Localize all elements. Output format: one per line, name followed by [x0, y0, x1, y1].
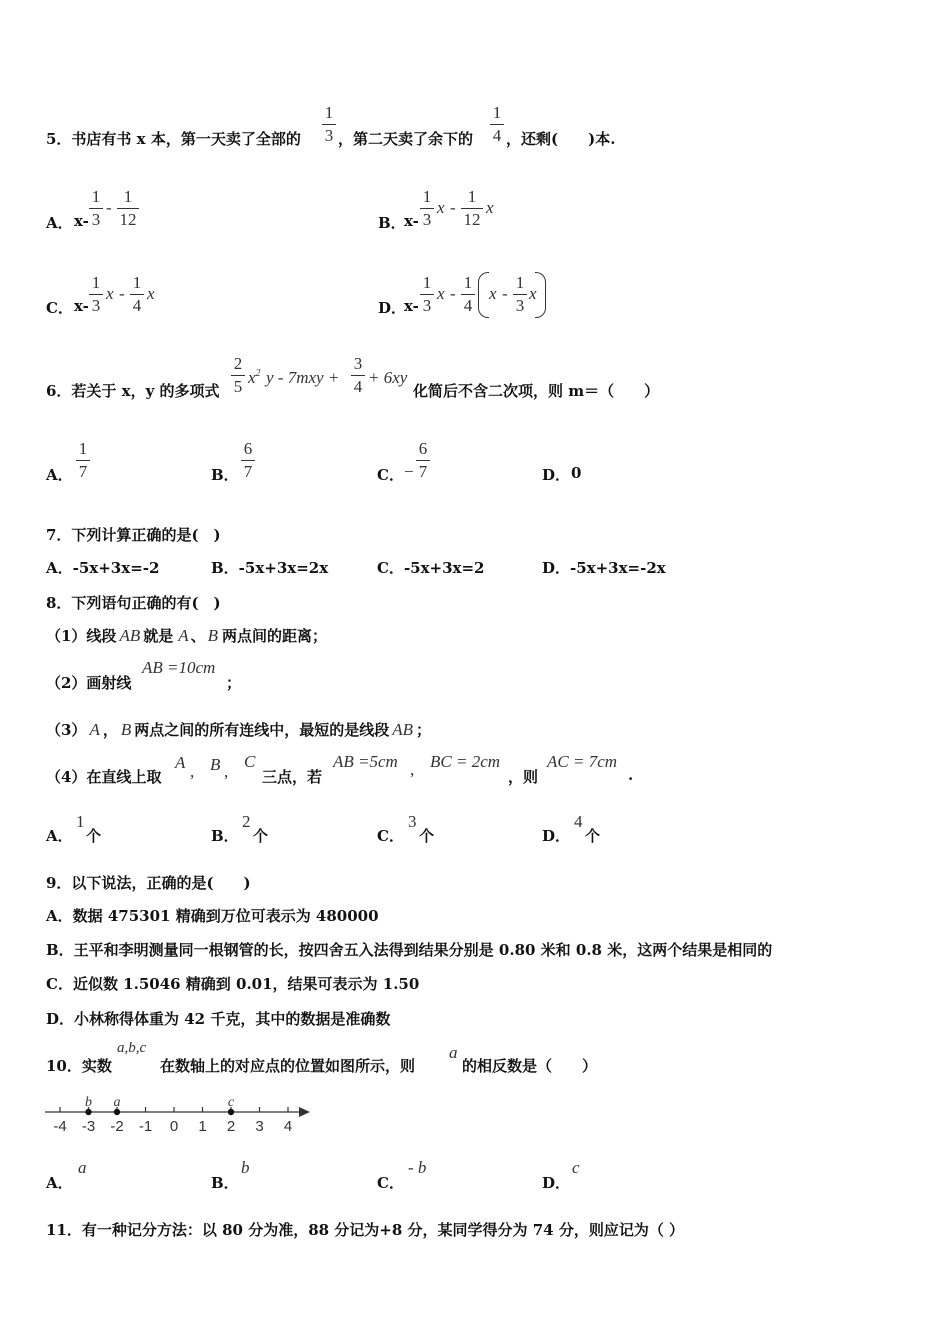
number-line-tick-label: 3	[255, 1118, 264, 1135]
q5-stem-part1: 5．书店有书 x 本，第一天卖了全部的	[46, 130, 301, 148]
q5-option-b-x2: x	[486, 198, 494, 217]
q8-statement-1: （1）线段 AB 就是 A 、 B 两点间的距离；	[46, 626, 328, 645]
q5-option-a-minus: -	[106, 198, 112, 217]
q5-stem-part3: ，还剩( )本.	[506, 130, 616, 148]
q5-option-d-right-paren	[535, 272, 546, 318]
q5-option-d-x3: x	[529, 284, 537, 303]
q5-option-b-frac1: 1 3	[420, 188, 434, 229]
q5-fraction-1: 1 3	[322, 104, 336, 145]
number-line-tick-label: -3	[81, 1118, 96, 1135]
q6-option-b-frac: 6 7	[241, 440, 255, 481]
number-line-tick-label: 0	[169, 1118, 179, 1135]
number-line-point-label-c: c	[227, 1095, 235, 1110]
q5-option-b-x1: x	[437, 198, 445, 217]
number-line-arrow	[299, 1107, 310, 1117]
number-line-tick-label: -4	[53, 1118, 67, 1135]
q9-option-b[interactable]: B．王平和李明测量同一根钢管的长，按四舍五入法得到结果分别是 0.80 米和 0.8 米，这两个结果是相同的	[46, 941, 773, 959]
q5-option-d-frac2: 1 4	[461, 274, 475, 315]
q10-a: a	[449, 1043, 458, 1062]
q6-option-b-label[interactable]: B．	[211, 466, 239, 484]
number-line-tick-label: 2	[226, 1118, 236, 1135]
q6-option-d-label[interactable]: D．	[542, 466, 571, 484]
q5-option-a-prefix: x-	[74, 212, 89, 230]
q6-stem-part1: 6．若关于 x，y 的多项式	[46, 382, 220, 400]
number-line-tick-label: 1	[198, 1118, 207, 1135]
q5-option-d-minus: -	[450, 284, 456, 303]
q6-stem-part2: 化简后不含二次项，则 m＝（ ）	[413, 382, 660, 400]
q10-stem-part1: 10．实数	[46, 1057, 112, 1075]
number-line-tick-label: -2	[110, 1118, 124, 1135]
q9-stem: 9．以下说法，正确的是( )	[46, 874, 251, 892]
q9-option-d[interactable]: D．小林称得体重为 42 千克，其中的数据是准确数	[46, 1010, 391, 1028]
q5-option-c-minus: -	[119, 284, 125, 303]
q5-option-b-minus: -	[450, 198, 456, 217]
q6-option-c-sign: −	[404, 462, 414, 481]
q5-option-d-inner-x: x	[489, 284, 497, 303]
q5-option-a-label[interactable]: A．	[46, 214, 73, 232]
q6-term-middle: y - 7mxy +	[266, 368, 340, 387]
q7-option-d[interactable]: D．-5x+3x=-2x	[542, 559, 666, 577]
number-line-tick-label: -1	[138, 1118, 153, 1135]
q5-option-c-frac1: 1 3	[89, 274, 103, 315]
q5-option-d-frac3: 1 3	[513, 274, 527, 315]
q6-option-a-frac: 1 7	[76, 440, 90, 481]
q8-statement-3: （3） A ， B 两点之间的所有连线中，最短的是线段 AB ；	[46, 720, 432, 739]
q10-stem-part2: 在数轴上的对应点的位置如图所示，则	[160, 1057, 416, 1075]
q5-option-d-label[interactable]: D．	[378, 299, 407, 317]
q5-option-a-frac2: 1 12	[117, 188, 139, 229]
q6-option-d-value: 0	[571, 464, 582, 482]
q5-option-b-frac2: 1 12	[461, 188, 483, 229]
q5-option-c-x2: x	[147, 284, 155, 303]
q11-stem: 11．有一种记分方法：以 80 分为准，88 分记为+8 分，某同学得分为 74 分，则应记为（ ）	[46, 1221, 685, 1239]
q6-option-c-frac: 6 7	[416, 440, 430, 481]
q5-fraction-2: 1 4	[490, 104, 504, 145]
q7-option-b[interactable]: B．-5x+3x=2x	[211, 559, 329, 577]
q7-option-c[interactable]: C．-5x+3x=2	[377, 559, 485, 577]
q5-option-c-frac2: 1 4	[130, 274, 144, 315]
number-line-point-label-a: a	[113, 1095, 121, 1110]
q10-number-line	[40, 1090, 320, 1140]
q6-term-last: + 6xy	[368, 368, 408, 387]
q5-option-c-prefix: x-	[74, 297, 89, 315]
q5-option-c-label[interactable]: C．	[46, 299, 73, 317]
q5-option-d-frac1: 1 3	[420, 274, 434, 315]
number-line-tick-label: 4	[283, 1118, 293, 1135]
q6-option-a-label[interactable]: A．	[46, 466, 73, 484]
q10-stem-part3: 的相反数是（ ）	[462, 1057, 598, 1075]
q6-option-c-label[interactable]: C．	[377, 466, 404, 484]
q7-option-a[interactable]: A．-5x+3x=-2	[46, 559, 160, 577]
q5-stem-part2: ，第二天卖了余下的	[338, 130, 474, 148]
q5-option-a-frac1: 1 3	[89, 188, 103, 229]
q7-stem: 7．下列计算正确的是( )	[46, 526, 221, 544]
q6-term-x: $x^2$	[248, 368, 261, 387]
q5-option-d-prefix: x-	[404, 297, 419, 315]
q9-option-a[interactable]: A．数据 475301 精确到万位可表示为 480000	[46, 907, 379, 925]
q10-abc: a,b,c	[117, 1040, 147, 1056]
q6-fraction-2: 3 4	[351, 355, 365, 396]
q5-option-b-prefix: x-	[404, 212, 419, 230]
q5-option-d-left-paren	[478, 272, 489, 318]
q5-option-d-inner-minus: -	[502, 284, 508, 303]
number-line-point-label-b: b	[85, 1095, 92, 1110]
q6-fraction-1: 2 5	[231, 355, 245, 396]
q8-stem: 8．下列语句正确的有( )	[46, 594, 221, 612]
q5-option-b-label[interactable]: B．	[378, 214, 406, 232]
q5-option-d-x1: x	[437, 284, 445, 303]
q9-option-c[interactable]: C．近似数 1.5046 精确到 0.01，结果可表示为 1.50	[46, 975, 420, 993]
q5-option-c-x1: x	[106, 284, 114, 303]
